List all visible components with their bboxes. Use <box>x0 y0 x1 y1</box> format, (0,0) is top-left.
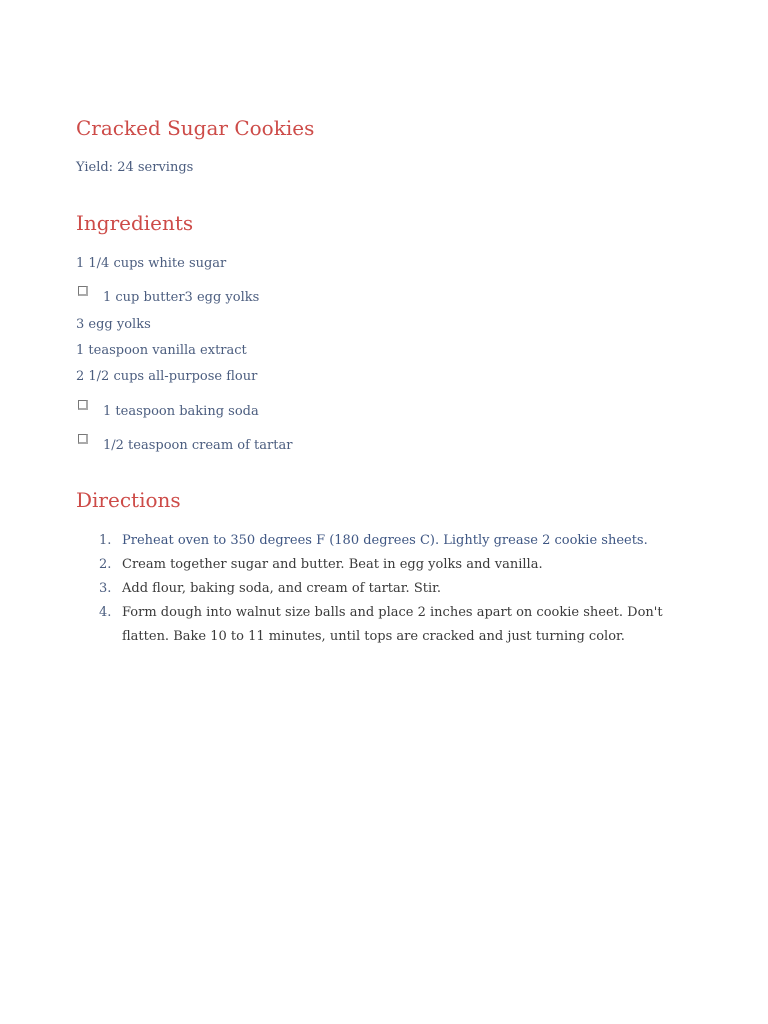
ingredient-item: 1 teaspoon vanilla extract <box>76 343 247 358</box>
step-number: 3. <box>99 581 112 596</box>
ingredient-item: 1 1/4 cups white sugar <box>76 256 227 271</box>
checkbox-icon <box>78 434 88 444</box>
direction-step: Add flour, baking soda, and cream of tartar. Stir. <box>122 581 442 596</box>
directions-heading: Directions <box>76 488 181 512</box>
ingredient-item: 2 1/2 cups all-purpose flour <box>76 369 258 384</box>
ingredient-item: 1 teaspoon baking soda <box>103 404 259 419</box>
ingredient-item: 1/2 teaspoon cream of tartar <box>103 438 293 453</box>
step-number: 4. <box>99 605 112 620</box>
ingredients-heading: Ingredients <box>76 211 194 235</box>
direction-step: Form dough into walnut size balls and place 2 inches apart on cookie sheet. Don't flatten. Bake 10 to 11 minutes, until tops are cracked and just turning color. <box>122 605 663 644</box>
step-number: 1. <box>99 533 112 548</box>
direction-step: Preheat oven to 350 degrees F (180 degrees C). Lightly grease 2 cookie sheets. <box>122 533 648 548</box>
direction-step: Cream together sugar and butter. Beat in egg yolks and vanilla. <box>122 557 543 572</box>
recipe-title: Cracked Sugar Cookies <box>76 116 315 140</box>
checkbox-icon <box>78 400 88 410</box>
checkbox-icon <box>78 286 88 296</box>
step-number: 2. <box>99 557 112 572</box>
ingredient-item: 3 egg yolks <box>76 317 151 332</box>
ingredient-item: 1 cup butter3 egg yolks <box>103 290 260 305</box>
recipe-yield: Yield: 24 servings <box>76 160 194 175</box>
